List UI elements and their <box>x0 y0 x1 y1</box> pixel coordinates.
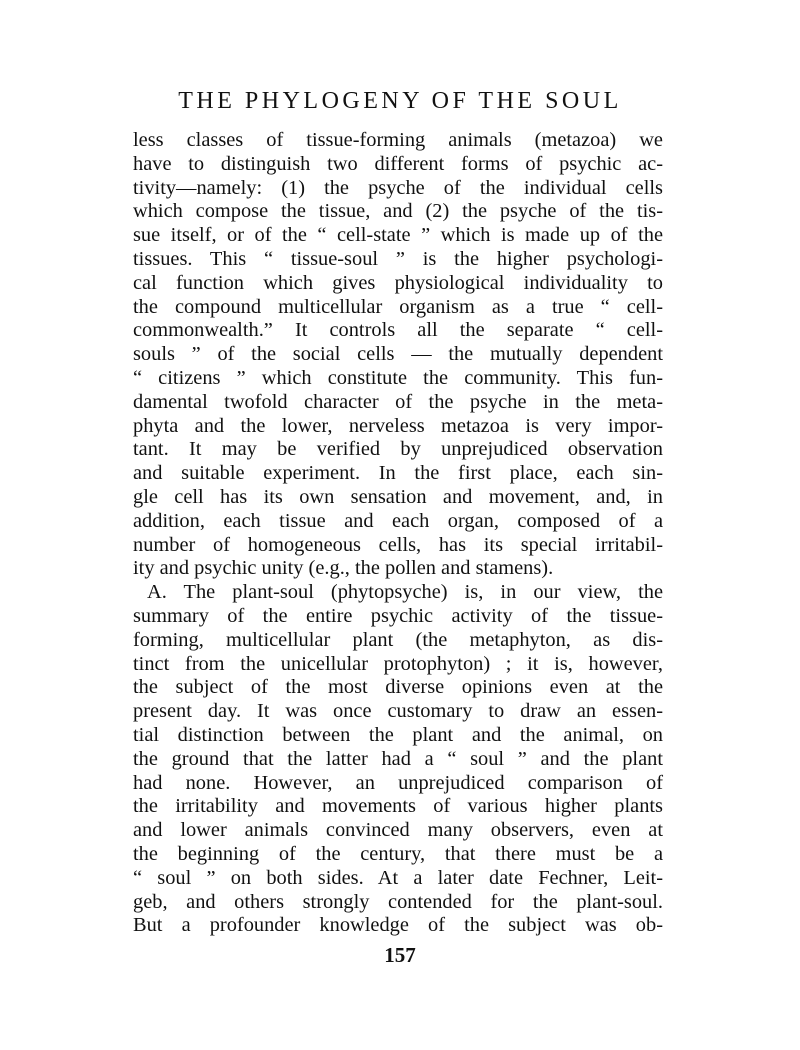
text-line: cal function which gives physiological individuality to <box>133 271 663 294</box>
text-line: tivity—namely: (1) the psyche of the individual cells <box>133 176 663 199</box>
text-line: which compose the tissue, and (2) the psyche of the tis- <box>133 200 663 223</box>
running-head: THE PHYLOGENY OF THE SOUL <box>178 88 622 114</box>
body-text <box>133 129 663 938</box>
text-line: sue itself, or of the “ cell-state ” which is made up of the <box>133 224 663 247</box>
text-line: the subject of the most diverse opinions even at the <box>133 676 663 699</box>
text-line: gle cell has its own sensation and movement, and, in <box>133 485 663 508</box>
text-line: and suitable experiment. In the first place, each sin- <box>133 462 663 485</box>
text-line: addition, each tissue and each organ, composed of a <box>133 509 663 532</box>
text-line: the compound multicellular organism as a true “ cell- <box>133 295 663 318</box>
text-line: commonwealth.” It controls all the separate “ cell- <box>133 319 663 342</box>
text-line: “ soul ” on both sides. At a later date Fechner, Leit- <box>133 866 663 889</box>
text-line: phyta and the lower, nerveless metazoa is very impor- <box>133 414 663 437</box>
text-line: present day. It was once customary to draw an essen- <box>133 700 663 723</box>
page-number: 157 <box>384 943 416 967</box>
text-line: number of homogeneous cells, has its special irritabil- <box>133 533 663 556</box>
text-line: damental twofold character of the psyche in the meta- <box>133 390 663 413</box>
text-line: the ground that the latter had a “ soul ” and the plant <box>133 747 663 770</box>
text-line: the irritability and movements of various higher plants <box>133 795 663 818</box>
text-line: tant. It may be verified by unprejudiced observation <box>133 438 663 461</box>
text-line: summary of the entire psychic activity of the tissue- <box>133 604 663 627</box>
text-line: geb, and others strongly contended for the plant-soul. <box>133 890 663 913</box>
text-line: souls ” of the social cells — the mutually dependent <box>133 343 663 366</box>
text-line: tinct from the unicellular protophyton) ; it is, however, <box>133 652 663 675</box>
text-line: had none. However, an unprejudiced comparison of <box>133 771 663 794</box>
text-line: the beginning of the century, that there must be a <box>133 842 663 865</box>
text-line: tial distinction between the plant and the animal, on <box>133 723 663 746</box>
text-line: But a profounder knowledge of the subject was ob- <box>133 914 663 937</box>
text-line: ity and psychic unity (e.g., the pollen and stamens). <box>133 557 554 580</box>
text-line: tissues. This “ tissue-soul ” is the higher psychologi- <box>133 247 663 270</box>
text-line: have to distinguish two different forms of psychic ac- <box>133 152 663 175</box>
text-line: less classes of tissue-forming animals (metazoa) we <box>133 129 663 151</box>
text-line: and lower animals convinced many observers, even at <box>133 819 663 842</box>
text-line: forming, multicellular plant (the metaphyton, as dis- <box>133 628 663 651</box>
text-line: A. The plant-soul (phytopsyche) is, in our view, the <box>147 581 663 604</box>
text-line: “ citizens ” which constitute the community. This fun- <box>133 366 663 389</box>
